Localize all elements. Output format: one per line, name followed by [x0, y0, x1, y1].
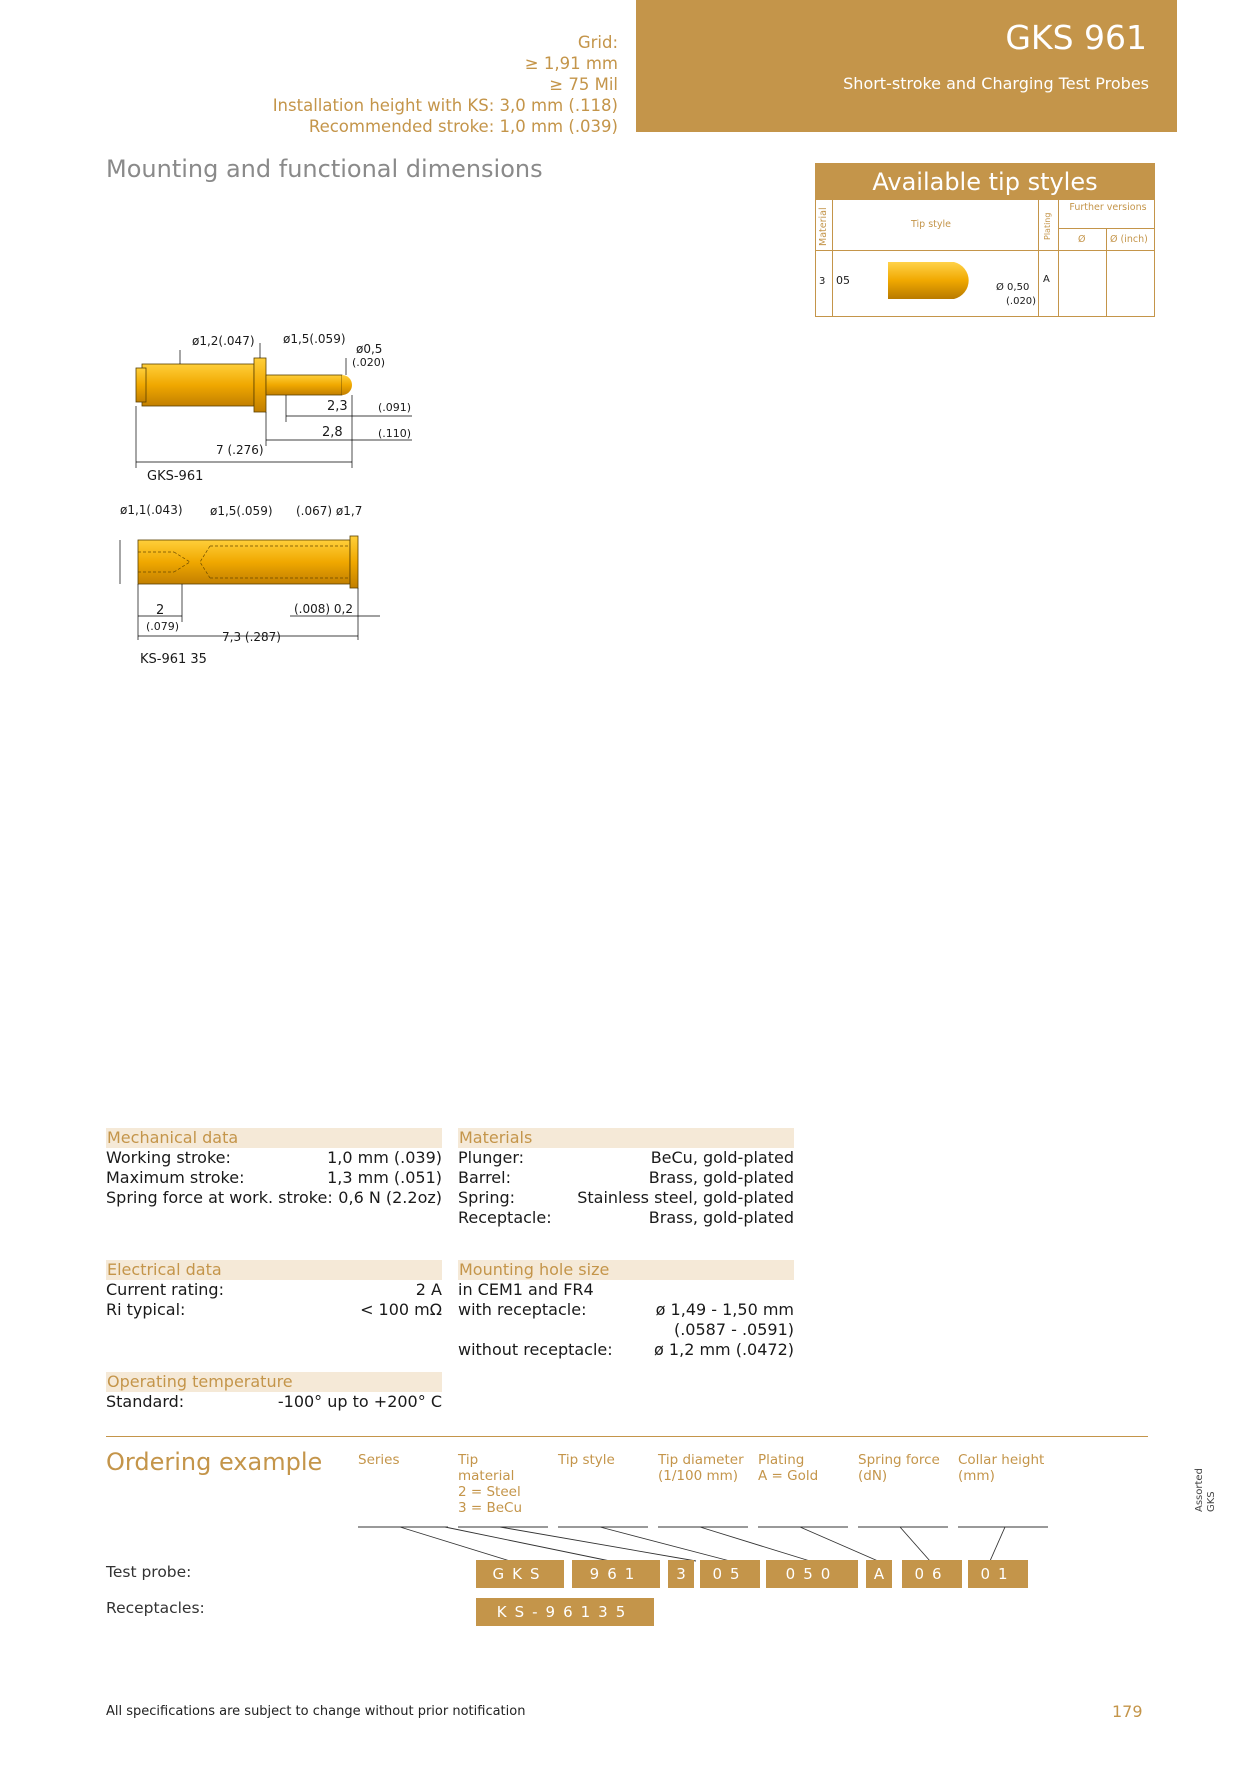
col-dia: Ø — [1078, 234, 1086, 245]
r-d1-label: ø1,1(.043) — [120, 503, 183, 517]
row-code: 05 — [836, 274, 850, 287]
l3-label: 7 (.276) — [216, 443, 264, 457]
probe-name: GKS-961 — [147, 469, 204, 484]
r-d3-label: (.067) ø1,7 — [296, 504, 363, 518]
d2-label: ø1,5(.059) — [283, 332, 346, 346]
product-title: GKS 961 — [1005, 18, 1147, 57]
electrical-title: Electrical data — [106, 1260, 442, 1280]
col-collar: Collar height (mm) — [958, 1452, 1045, 1484]
code-plating: A — [866, 1560, 892, 1588]
l2-inch-label: (.110) — [378, 427, 412, 440]
mechanical-title: Mechanical data — [106, 1128, 442, 1148]
mounting-title: Mounting hole size — [458, 1260, 794, 1280]
product-subtitle: Short-stroke and Charging Test Probes — [843, 74, 1149, 93]
col-tip-style: Tip style — [558, 1452, 615, 1468]
d3-inch-label: (.020) — [352, 356, 386, 369]
col-spring: Spring force (dN) — [858, 1452, 940, 1484]
code-number: 961 — [572, 1560, 660, 1588]
l2-label: 2,8 — [322, 425, 343, 440]
col-dia-inch: Ø (inch) — [1110, 234, 1148, 245]
col-material: Material — [818, 207, 829, 246]
d3-label: ø0,5 — [356, 342, 383, 356]
col-plating: Plating A = Gold — [758, 1452, 819, 1484]
mount-row: without receptacle: ø 1,2 mm (.0472) — [458, 1340, 794, 1359]
ordering-connector — [350, 1525, 1070, 1565]
spec-grid-label: Grid: — [577, 33, 618, 52]
row-diameter: Ø 0,50 — [996, 282, 1030, 293]
section-title: Mounting and functional dimensions — [106, 155, 543, 183]
spec-grid-mm: ≥ 1,91 mm — [524, 54, 618, 73]
mechanical-block — [106, 1128, 442, 1208]
spec-installation: Installation height with KS: 3,0 mm (.118) — [272, 96, 618, 115]
temperature-title: Operating temperature — [106, 1372, 442, 1392]
col-series: Series — [358, 1452, 400, 1468]
footer-note: All specifications are subject to change without prior notification — [106, 1704, 526, 1719]
mat-row: Spring: Stainless steel, gold-plated — [458, 1188, 794, 1207]
mech-row: Working stroke: 1,0 mm (.039) — [106, 1148, 442, 1167]
row-material: 3 — [819, 276, 826, 287]
spec-stroke: Recommended stroke: 1,0 mm (.039) — [308, 117, 618, 136]
col-tip-diameter: Tip diameter (1/100 mm) — [658, 1452, 744, 1484]
mech-row: Maximum stroke: 1,3 mm (.051) — [106, 1168, 442, 1187]
r-d2-label: ø1,5(.059) — [210, 504, 273, 518]
col-tip-style: Tip style — [911, 219, 951, 230]
l1-label: 2,3 — [327, 399, 348, 414]
tip-table-title: Available tip styles — [816, 164, 1154, 200]
mech-row: Spring force at work. stroke: 0,6 N (2.2oz) — [106, 1188, 442, 1207]
specs-block — [18, 32, 618, 137]
elec-row: Current rating: 2 A — [106, 1280, 442, 1299]
side-tab: Assorted GKS — [1194, 1468, 1217, 1512]
mount-row: with receptacle: ø 1,49 - 1,50 mm — [458, 1300, 794, 1319]
col-plating: Plating — [1043, 212, 1052, 240]
col-further: Further versions — [1069, 202, 1147, 213]
code-material: 3 — [668, 1560, 694, 1588]
electrical-block — [106, 1260, 442, 1320]
receptacles-label: Receptacles: — [106, 1599, 205, 1617]
receptacle-name: KS-961 35 — [140, 652, 207, 667]
temp-row: Standard: -100° up to +200° C — [106, 1392, 442, 1411]
r-l3-label: 7,3 (.287) — [222, 630, 281, 644]
col-tip-material: Tip material 2 = Steel 3 = BeCu — [458, 1452, 523, 1516]
page-number: 179 — [1112, 1702, 1143, 1721]
spec-grid-mil: ≥ 75 Mil — [549, 75, 618, 94]
mat-row: Receptacle: Brass, gold-plated — [458, 1208, 794, 1227]
ordering-title: Ordering example — [106, 1448, 323, 1476]
mat-row: Plunger: BeCu, gold-plated — [458, 1148, 794, 1167]
test-probe-label: Test probe: — [106, 1563, 192, 1581]
materials-title: Materials — [458, 1128, 794, 1148]
tip-styles-table — [815, 163, 1155, 317]
code-collar: 01 — [968, 1560, 1028, 1588]
elec-row: Ri typical: < 100 mΩ — [106, 1300, 442, 1319]
mounting-line1: in CEM1 and FR4 — [458, 1280, 594, 1299]
materials-block — [458, 1128, 794, 1228]
row-plating: A — [1043, 274, 1050, 285]
mat-row: Barrel: Brass, gold-plated — [458, 1168, 794, 1187]
r-l2-label: (.008) 0,2 — [294, 602, 353, 616]
row-diameter-inch: (.020) — [1006, 296, 1037, 307]
l1-inch-label: (.091) — [378, 401, 412, 414]
receptacle-code: KS-96135 — [476, 1598, 654, 1626]
header-box — [636, 0, 1177, 132]
temperature-block — [106, 1372, 442, 1412]
r-l1-label: 2 — [156, 603, 165, 618]
code-series: GKS — [476, 1560, 564, 1588]
r-l1-inch-label: (.079) — [146, 620, 180, 633]
code-spring: 06 — [902, 1560, 962, 1588]
code-tip-style: 05 — [700, 1560, 760, 1588]
d1-label: ø1,2(.047) — [192, 334, 255, 348]
divider — [106, 1436, 1148, 1437]
code-diameter: 050 — [766, 1560, 858, 1588]
mounting-block — [458, 1260, 794, 1360]
tip-image — [886, 259, 986, 301]
mount-row: (.0587 - .0591) — [673, 1320, 794, 1339]
